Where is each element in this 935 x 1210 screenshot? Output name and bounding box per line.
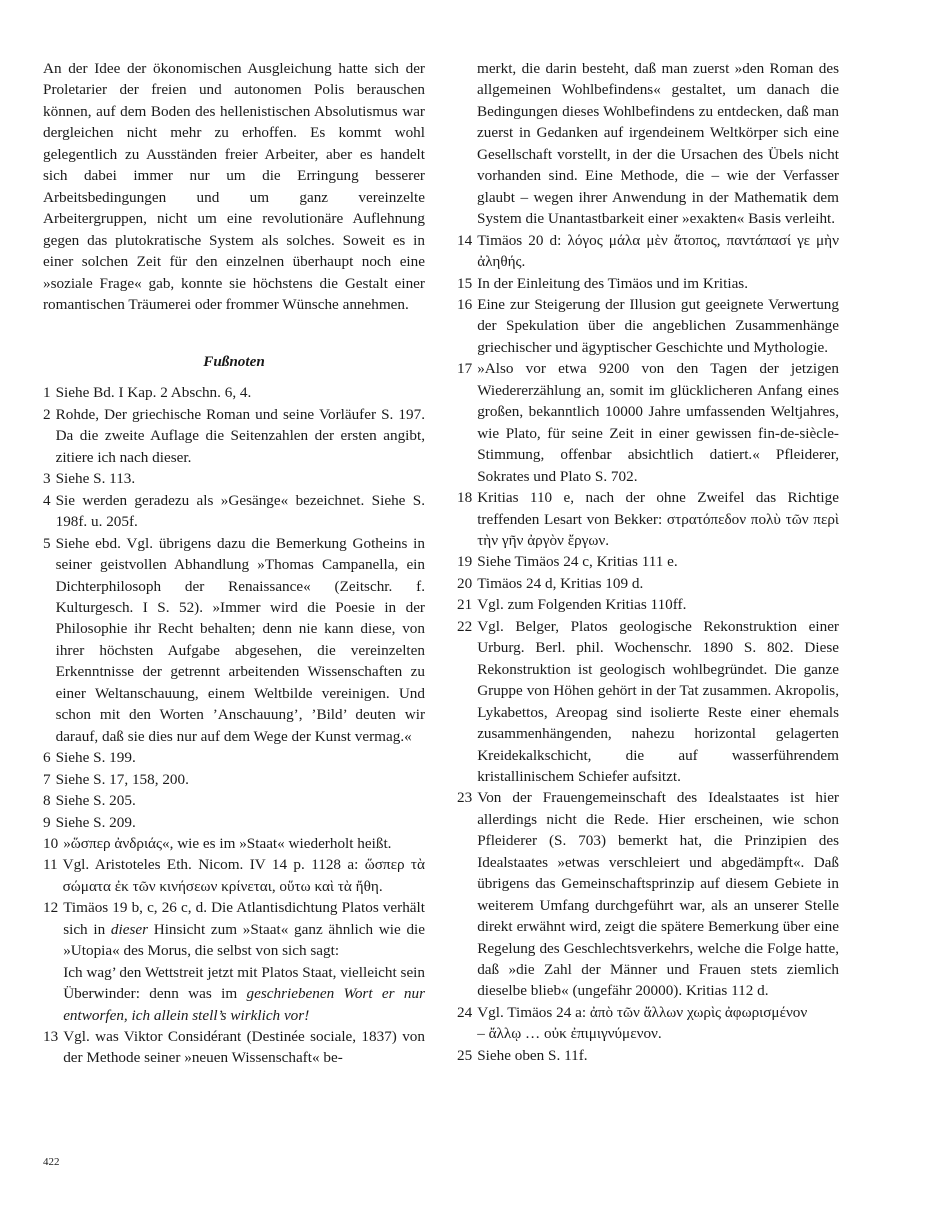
footnote-12-text-b: Hinsicht zum »Staat« ganz ähnlich wie die »Utopia« des Morus, die selbst von sich sagt: <box>63 920 425 960</box>
footnote <box>457 573 839 594</box>
footnote-text: Siehe oben S. 11f. <box>477 1046 588 1064</box>
footnote-text: Kritias 110 e, nach der ohne Zweifel das Richtige treffenden Lesart von Bekker: στρατόπεδον πολὺ τῶν περὶ τὴν γῆν ἀργὸν ἔργων. <box>477 489 839 549</box>
footnote <box>43 490 425 533</box>
footnote-number: 9 <box>43 813 51 831</box>
footnote-number: 10 <box>43 834 59 852</box>
footnote-text: Siehe S. 113. <box>55 470 136 488</box>
footnote-number: 15 <box>457 274 473 292</box>
footnote-text: Siehe S. 199. <box>55 749 136 767</box>
footnote <box>457 273 839 294</box>
footnote <box>43 897 425 1026</box>
footnote-number: 22 <box>457 617 473 635</box>
footnote <box>457 1045 839 1066</box>
footnote <box>43 533 425 748</box>
footnote <box>457 1002 839 1045</box>
left-column <box>43 58 425 1069</box>
footnote-text: Siehe S. 17, 158, 200. <box>55 770 189 788</box>
footnote-text: »ὥσπερ ἀνδριάς«, wie es im »Staat« wiederholt heißt. <box>63 834 392 852</box>
footnote-number: 5 <box>43 534 51 552</box>
footnote-number: 4 <box>43 491 51 509</box>
footnote-text: Timäos 20 d: λόγος μάλα μὲν ἄτοπος, παντάπασί γε μὴν ἀληθής. <box>477 231 839 271</box>
footnote-number: 12 <box>43 899 59 917</box>
footnote-text: »Also vor etwa 9200 von den Tagen der jetzigen Wiedererzählung an, somit im glücklicheren Anfang eines großen, bekanntlich 10000 Jahre umfassenden Weltjahres, wie Plato, für seine Zeit in einer gewissen fin-de-siècle-Stimmung, offenbar absichtlich datiert.« Pfleiderer, Sokrates und Plato S. 702. <box>477 360 839 485</box>
footnote-number: 8 <box>43 792 51 810</box>
footnote-number: 18 <box>457 489 473 507</box>
footnote-number: 14 <box>457 231 473 249</box>
footnote-text: Timäos 24 d, Kritias 109 d. <box>477 574 644 592</box>
footnote-text: In der Einleitung des Timäos und im Kritias. <box>477 274 749 292</box>
footnote-number: 13 <box>43 1028 59 1046</box>
footnote <box>43 790 425 811</box>
footnote <box>457 594 839 615</box>
footnote-text <box>63 897 425 1026</box>
footnote <box>43 1026 425 1069</box>
footnote <box>457 616 839 788</box>
footnote-number: 19 <box>457 553 473 571</box>
footnote-text: Siehe S. 209. <box>55 813 136 831</box>
footnote-text: Vgl. Belger, Platos geologische Rekonstruktion einer Urburg. Berl. phil. Wochenschr. 1890 S. 802. Diese Rekonstruktion ist geologisch wohlbegründet. Die ganze Gruppe von Höhen gehört in der Tat zusammen. Akropolis, Lykabettos, Areopag sind isolierte Reste einer ehemals zusammenhängenden, nahezu horizontal gelagerten Kreidekalkschicht, die auf wasserführendem kristallinischem Schiefer aufsitzt. <box>477 617 839 785</box>
footnote-number: 6 <box>43 749 51 767</box>
footnote-24-line-1: Vgl. Timäos 24 a: ἀπὸ τῶν ἄλλων χωρὶς ἀφωρισμένον <box>477 1003 808 1021</box>
footnote <box>43 468 425 489</box>
footnote <box>457 787 839 1002</box>
footnote-number: 3 <box>43 470 51 488</box>
footnote-text <box>477 1002 839 1045</box>
footnote <box>43 812 425 833</box>
footnote-12-lead <box>63 899 425 959</box>
footnote-12-verse <box>63 962 425 1026</box>
footnote <box>457 294 839 358</box>
footnote-number: 11 <box>43 856 58 874</box>
footnote-text: Siehe Bd. I Kap. 2 Abschn. 6, 4. <box>55 384 252 402</box>
footnote <box>43 854 425 897</box>
page-number: 422 <box>43 1156 60 1168</box>
footnote-number: 21 <box>457 596 473 614</box>
footnote-number: 1 <box>43 384 51 402</box>
footnote-number: 2 <box>43 405 51 423</box>
footnote-text: Vgl. zum Folgenden Kritias 110ff. <box>477 596 687 614</box>
footnote-text: Siehe Timäos 24 c, Kritias 111 e. <box>477 553 678 571</box>
verse-emphasis: geschriebenen Wort <box>246 985 373 1003</box>
footnote <box>43 769 425 790</box>
footnote <box>457 358 839 487</box>
footnote-number: 17 <box>457 360 473 378</box>
footnote-number: 24 <box>457 1003 473 1021</box>
footnote-13-continuation: merkt, die darin besteht, daß man zuerst »den Roman des allgemeinen Wohlbefindens« gestaltet, um danach die Bedingungen dieses Wohlbefindens zu entdecken, daß man zuerst in Gedanken auf irgendeinem Weltkörper sich eine Gesellschaft vorstellt, in der die Ursachen des Übels nicht vorhanden sind. Eine Methode, die – wie der Verfasser glaubt – wegen ihrer Anwendung in der Mathematik dem System die Unantastbarkeit einer »exakten« Basis verleiht. <box>477 60 839 228</box>
footnote <box>457 551 839 572</box>
footnote-number: 20 <box>457 574 473 592</box>
footnote-number: 7 <box>43 770 51 788</box>
footnote-12-emphasis: dieser <box>110 920 149 938</box>
footnote <box>457 230 839 273</box>
footnote <box>43 833 425 854</box>
footnote <box>457 487 839 551</box>
footnote-text: Sie werden geradezu als »Gesänge« bezeichnet. Siehe S. 198f. u. 205f. <box>55 491 425 531</box>
footnote-number: 16 <box>457 295 473 313</box>
footnote <box>43 382 425 403</box>
footnote-text: Rohde, Der griechische Roman und seine Vorläufer S. 197. Da die zweite Auflage die Seitenzahlen der ersten angibt, zitiere ich nach dieser. <box>55 405 425 466</box>
verse-line-1: Ich wag’ den Wettstreit jetzt mit Platos Staat, vielleicht sein Überwinder: denn was im <box>63 963 425 1003</box>
footnote-text: Siehe ebd. Vgl. übrigens dazu die Bemerkung Gotheins in seiner geistvollen Abhandlung »Thomas Campanella, ein Dichterphilosoph der Renaissance« (Zeitschr. f. Kulturgesch. I S. 52). »Immer wird die Poesie in der Philosophie ihr Recht behalten; denn nie kann diese, von ihrer höchsten Aufgabe abgesehen, die vereinzelten Erkenntnisse der getrennt arbeitenden Wissenschaften zu einer Weltanschauung, einem Weltbilde vereinigen. Und schon mit den Worten ’Anschauung’, ’Bild’ deuten wir darauf, daß sie dies nur auf dem Wege der Kunst vermag.« <box>55 534 425 745</box>
footnote-12-text-a: Timäos 19 b, c, 26 c, d. Die Atlantisdichtung Platos verhält sich in <box>63 899 425 938</box>
footnote <box>43 404 425 468</box>
footnote-24-line-2: – ἄλλῳ … οὐκ ἐπιμιγνύμενον. <box>477 1025 662 1043</box>
body-paragraph: An der Idee der ökonomischen Ausgleichung hatte sich der Proletarier der freien und autonomen Polis berauschen können, auf dem Boden des hellenistischen Absolutismus war dergleichen nicht mehr zu erhoffen. Es kommt wohl gelegentlich zu Ausständen freier Arbeiter, aber es handelt sich dabei immer nur um die Erringung besserer Arbeitsbedingungen und um ganz vereinzelte Arbeitergruppen, nicht um eine revolutionäre Auflehnung gegen das plutokratische System als solches. Soweit es in einer solchen Zeit für den einzelnen überhaupt noch eine »soziale Frage« gab, konnte sie höchstens die Gestalt einer romantischen Träumerei oder frommer Wünsche annehmen. <box>43 60 425 313</box>
footnote <box>43 747 425 768</box>
footnote-text: Vgl. was Viktor Considérant (Destinée sociale, 1837) von der Methode seiner »neuen Wissenschaft« be- <box>63 1028 425 1067</box>
footnote-text: Eine zur Steigerung der Illusion gut geeignete Verwertung der Spekulation über die angeblichen Zusammenhänge griechischer und ägyptischer Geschichte und Mythologie. <box>477 295 839 356</box>
footnote-number: 23 <box>457 789 473 807</box>
footnotes-heading: Fußnoten <box>203 353 265 371</box>
footnote-text: Von der Frauengemeinschaft des Idealstaates ist hier allerdings nicht die Rede. Hier erscheinen, wie schon Pfleiderer (S. 703) bemerkt hat, die Prinzipien des Idealstaates »etwas verschleiert und abgedämpft«. Daß übrigens das Gemeinschaftsprinzip auf diesem Gebiete in weiterem Umfang durchgeführt war, als an unserer Stelle direkt erwähnt wird, zeigt die spätere Bemerkung über eine Regelung des Geschlechtsverkehrs, welche die Folge hatte, daß »die Zahl der Männer und Frauen stets ziemlich dieselbe blieb« (ungefähr 20000). Kritias 112 d. <box>477 789 839 1000</box>
footnote-number: 25 <box>457 1046 473 1064</box>
footnote-text: Vgl. Aristoteles Eth. Nicom. IV 14 p. 1128 a: ὥσπερ τὰ σώματα ἐκ τῶν κινήσεων κρίνεται, οὕτω καὶ τὰ ἤθη. <box>62 856 425 895</box>
footnote-text: Siehe S. 205. <box>55 792 136 810</box>
right-column <box>457 58 839 1066</box>
verse-line-2: er nur entworfen, ich allein stell’s wirklich vor! <box>63 985 426 1024</box>
